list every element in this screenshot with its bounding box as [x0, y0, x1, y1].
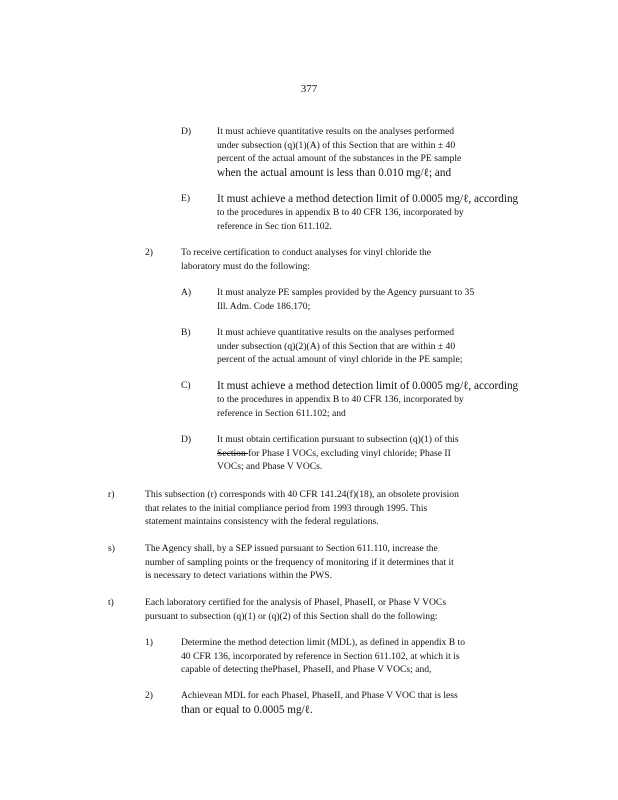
- item-line: to the procedures in appendix B to 40 CFR 136, incorporated by: [217, 394, 464, 406]
- item-line: It must achieve a method detection limit of 0.0005 mg/ℓ, according: [217, 380, 519, 392]
- page-number: 377: [300, 83, 318, 95]
- item-label: B): [181, 327, 191, 338]
- item-line: under subsection (q)(1)(A) of this Section that are within ± 40: [217, 139, 456, 151]
- item-line: percent of the actual amount of the substances in the PE sample: [217, 153, 462, 165]
- item-line: statement maintains consistency with the federal regulations.: [145, 516, 379, 528]
- item-line: This subsection (r) corresponds with 40 CFR 141.24(f)(18), an obsolete provision: [145, 489, 459, 500]
- item-line: It must achieve quantitative results on the analyses performed: [217, 126, 455, 137]
- item-line: reference in Sec tion 611.102.: [217, 221, 332, 232]
- item-line: capable of detecting thePhaseI, PhaseII, and Phase V VOCs; and,: [181, 664, 432, 676]
- item-line: 40 CFR 136, incorporated by reference in Section 611.102, at which it is: [181, 650, 460, 662]
- item-line: VOCs; and Phase V VOCs.: [217, 461, 323, 473]
- item-line: for Phase I VOCs, excluding vinyl chloride; Phase II: [248, 447, 451, 459]
- item-line: It must achieve quantitative results on the analyses performed: [217, 327, 455, 338]
- item-line: It must analyze PE samples provided by the Agency pursuant to 35: [217, 287, 475, 298]
- item-label: A): [181, 287, 192, 298]
- item-line: pursuant to subsection (q)(1) or (q)(2) of this Section shall do the following:: [145, 610, 438, 622]
- item-label: C): [181, 380, 191, 391]
- item-label: 2): [145, 247, 153, 258]
- item-label: s): [108, 543, 115, 554]
- item-line: number of sampling points or the frequency of monitoring if it determines that it: [145, 556, 454, 568]
- item-line: To receive certification to conduct analyses for vinyl chloride the: [181, 247, 431, 258]
- item-line: laboratory must do the following:: [181, 260, 310, 272]
- item-line: Ill. Adm. Code 186.170;: [217, 300, 311, 312]
- item-label: r): [108, 489, 115, 500]
- item-line: to the procedures in appendix B to 40 CFR 136, incorporated by: [217, 207, 464, 219]
- item-line: Determine the method detection limit (MDL), as defined in appendix B to: [181, 637, 466, 648]
- struck-text: Section: [217, 447, 249, 459]
- item-line: under subsection (q)(2)(A) of this Section that are within ± 40: [217, 340, 456, 352]
- item-line: Achievean MDL for each PhaseI, PhaseII, and Phase V VOC that is less: [181, 690, 458, 701]
- item-line: percent of the actual amount of vinyl chloride in the PE sample;: [217, 354, 463, 366]
- item-label: t): [108, 597, 114, 608]
- item-line: It must obtain certification pursuant to subsection (q)(1) of this: [217, 434, 459, 445]
- item-label: 2): [145, 690, 153, 701]
- item-line: that relates to the initial compliance period from 1993 through 1995. This: [145, 502, 428, 514]
- item-label: D): [181, 434, 192, 445]
- item-line: The Agency shall, by a SEP issued pursuant to Section 611.110, increase the: [145, 543, 438, 554]
- item-label: D): [181, 126, 192, 137]
- item-line: reference in Section 611.102; and: [217, 408, 346, 419]
- item-line: Each laboratory certified for the analysis of PhaseI, PhaseII, or Phase V VOCs: [145, 597, 447, 608]
- item-line: It must achieve a method detection limit of 0.0005 mg/ℓ, according: [217, 193, 519, 205]
- item-label: 1): [145, 637, 153, 648]
- item-label: E): [181, 193, 191, 204]
- item-line: when the actual amount is less than 0.010 mg/ℓ; and: [217, 166, 452, 179]
- item-line: is necessary to detect variations within the PWS.: [145, 570, 333, 582]
- item-line: than or equal to 0.0005 mg/ℓ.: [181, 703, 313, 716]
